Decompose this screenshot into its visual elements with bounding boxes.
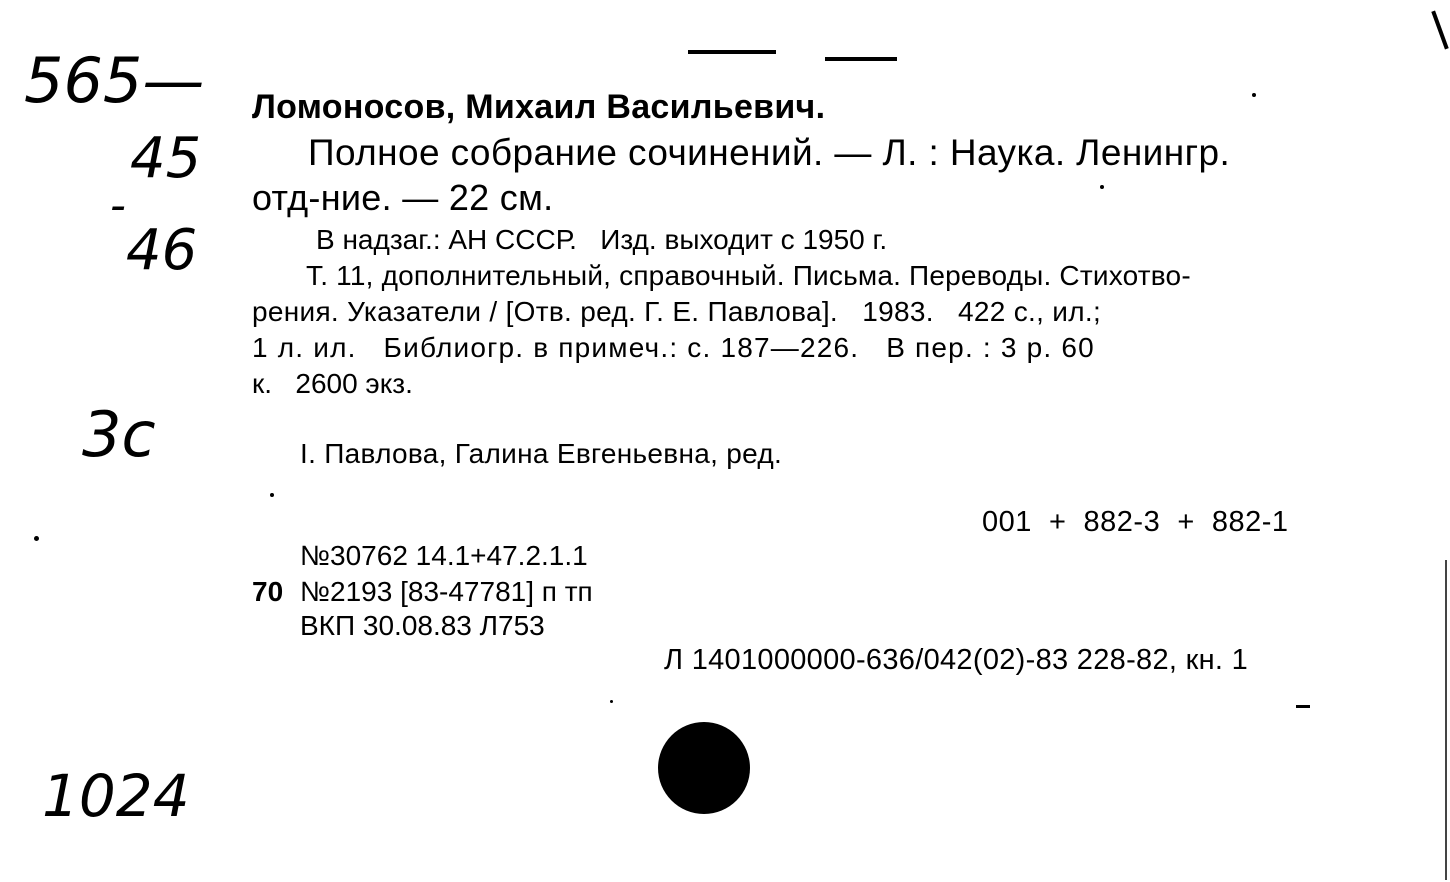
top-rule-right — [825, 57, 897, 61]
handwritten-line-dash: - — [110, 180, 126, 231]
record-author: Ломоносов, Михаил Васильевич. — [252, 88, 826, 126]
scan-speck — [1296, 705, 1310, 708]
scan-edge-mark — [1431, 11, 1448, 50]
record-added-entry: I. Павлова, Галина Евгеньевна, ред. — [300, 438, 783, 469]
scan-speck — [610, 700, 613, 703]
record-volume-line-1: Т. 11, дополнительный, справочный. Письма. Переводы. Стихотво- — [306, 260, 1191, 291]
handwritten-call-number — [18, 40, 218, 283]
scan-speck — [34, 536, 39, 541]
record-volume-line-2: рения. Указатели / [Отв. ред. Г. Е. Павлова]. 1983. 422 с., ил.; — [252, 296, 1102, 327]
handwritten-line-46: 46 — [126, 218, 198, 283]
scan-speck — [1252, 93, 1256, 97]
record-ref-line-2-prefix: 70 — [252, 576, 284, 607]
record-ref-line-3: ВКП 30.08.83 Л753 — [300, 610, 545, 641]
handwritten-line-45: 45 — [130, 126, 202, 191]
scan-speck — [270, 493, 274, 497]
record-volume-line-3: 1 л. ил. Библиогр. в примеч.: с. 187—226. В пер. : 3 р. 60 — [252, 332, 1095, 363]
punch-hole — [658, 722, 750, 814]
record-title-line-1: Полное собрание сочинений. — Л. : Наука. Ленингр. — [308, 132, 1231, 173]
record-ref-line-1: №30762 14.1+47.2.1.1 — [300, 540, 588, 571]
scan-speck — [1100, 185, 1104, 189]
record-volume-line-4: к. 2600 экз. — [252, 368, 413, 399]
record-title-line-2: отд-ние. — 22 см. — [252, 177, 554, 218]
handwritten-mark-3c: 3с — [82, 398, 156, 471]
record-bottom-line: Л 1401000000-636/042(02)-83 228-82, кн. 1 — [664, 644, 1249, 676]
record-ref-line-2: №2193 [83-47781] п тп — [300, 576, 593, 607]
record-note-line: В надзаг.: АН СССР. Изд. выходит с 1950 г. — [316, 224, 888, 255]
record-class-numbers: 001 + 882-3 + 882-1 — [982, 506, 1289, 538]
handwritten-number-1024: 1024 — [42, 762, 190, 830]
handwritten-line-565: 565— — [24, 44, 205, 117]
scan-edge-line — [1445, 560, 1447, 880]
top-rule-left — [688, 50, 776, 54]
